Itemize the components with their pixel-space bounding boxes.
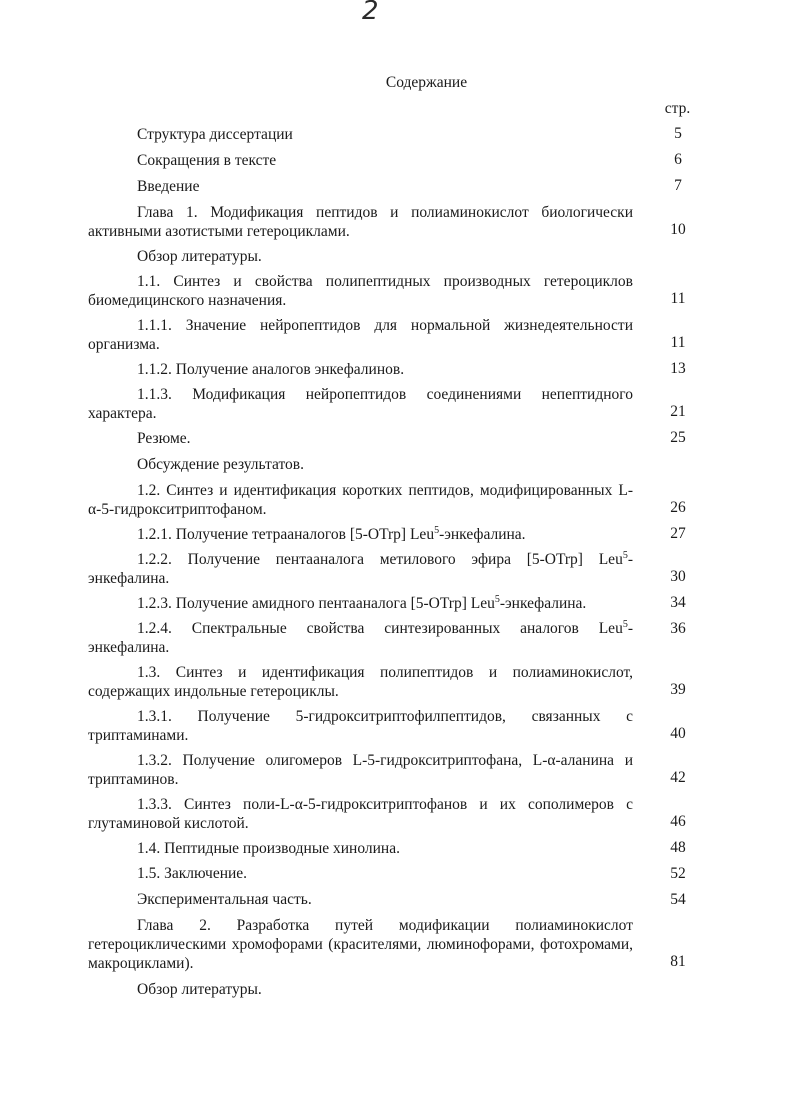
toc-entry-text: 1.1. Синтез и свойства полипептидных производных гетероциклов биомедицинского назначения. — [88, 273, 633, 309]
toc-entry — [88, 550, 633, 588]
toc-entry-text: 1.1.2. Получение аналогов энкефалинов. — [137, 361, 405, 378]
toc-entry-page: 27 — [670, 525, 686, 542]
toc-entry-page: 26 — [670, 499, 686, 516]
page-title: Содержание — [385, 74, 468, 91]
toc-entry — [88, 272, 633, 310]
toc-entry-page: 30 — [670, 568, 686, 585]
toc-entry-text: Резюме. — [137, 430, 191, 447]
toc-entry-text: 1.4. Пептидные производные хинолина. — [137, 840, 400, 857]
toc-entry-page: 42 — [670, 769, 686, 786]
toc-entry-page: 25 — [670, 429, 686, 446]
toc-entry-text: Сокращения в тексте — [137, 152, 277, 169]
toc-entry — [88, 316, 633, 354]
toc-entry-page: 46 — [670, 813, 686, 830]
toc-entry-page: 54 — [670, 891, 686, 908]
toc-entry-text: 1.3.3. Синтез поли-L-α-5-гидрокситриптофанов и их сополимеров с глутаминовой кислотой. — [88, 796, 633, 832]
toc-entry-text: 1.2.4. Спектральные свойства синтезированных аналогов Leu$^5$-энкефалина. — [88, 618, 633, 656]
toc-entry-text: Введение — [137, 178, 200, 195]
toc-entry — [137, 125, 637, 144]
toc-entry-text: 1.3. Синтез и идентификация полипептидов и полиаминокислот, содержащих индольные гетероциклы. — [88, 664, 633, 700]
toc-entry — [137, 864, 637, 883]
toc-entry-text: 1.2.1. Получение тетрааналогов [5-OTrp] Leu$^5$-энкефалина. — [137, 524, 526, 543]
toc-entry-text: 1.2.3. Получение амидного пентааналога [5-OTrp] Leu$^5$-энкефалина. — [137, 593, 587, 612]
toc-entry-text: Экспериментальная часть. — [137, 891, 312, 908]
toc-entry-text: Глава 1. Модификация пептидов и полиаминокислот биологически активными азотистыми гетероциклами. — [88, 204, 633, 240]
toc-entry-chapter-1 — [88, 203, 633, 241]
toc-entry-text: 1.3.1. Получение 5-гидрокситриптофилпептидов, связанных с триптаминами. — [88, 708, 633, 744]
toc-entry-page: 6 — [674, 151, 682, 168]
toc-entry-page: 5 — [674, 125, 682, 142]
toc-entry-text: 1.1.1. Значение нейропептидов для нормальной жизнедеятельности организма. — [88, 317, 633, 353]
toc-entry-text: 1.2.2. Получение пентааналога метилового эфира [5-OTrp] Leu$^5$-энкефалина. — [88, 549, 633, 587]
toc-entry-page: 11 — [670, 290, 686, 307]
toc-entry — [137, 839, 637, 858]
toc-entry-text: 1.5. Заключение. — [137, 865, 248, 882]
toc-entry-page: 11 — [670, 334, 686, 351]
toc-entry — [137, 360, 637, 379]
toc-entry — [137, 455, 637, 474]
toc-entry-page: 34 — [670, 594, 686, 611]
toc-entry — [137, 594, 637, 613]
toc-entry — [137, 525, 637, 544]
toc-entry — [137, 177, 637, 196]
toc-entry — [88, 795, 633, 833]
toc-entry-page: 40 — [670, 725, 686, 742]
toc-entry-page: 39 — [670, 681, 686, 698]
toc-entry — [137, 980, 637, 999]
toc-entry — [137, 890, 637, 909]
toc-entry — [88, 385, 633, 423]
toc-entry — [137, 429, 637, 448]
toc-entry — [137, 151, 637, 170]
toc-entry-text: Обзор литературы. — [137, 248, 262, 265]
toc-entry-page: 36 — [670, 620, 686, 637]
toc-entry — [88, 707, 633, 745]
toc-entry-text: Структура диссертации — [137, 126, 293, 143]
toc-entry-text: 1.1.3. Модификация нейропептидов соединениями непептидного характера. — [88, 386, 633, 422]
toc-entry — [88, 663, 633, 701]
toc-entry-text: 1.3.2. Получение олигомеров L-5-гидрокситриптофана, L-α-аланина и триптаминов. — [88, 752, 633, 788]
toc-entry-page: 10 — [670, 221, 686, 238]
toc-entry — [137, 247, 637, 266]
toc-entry-text: 1.2. Синтез и идентификация коротких пептидов, модифицированных L-α-5-гидрокситриптофаном. — [88, 482, 633, 518]
toc-entry — [88, 619, 633, 657]
toc-entry-page: 13 — [670, 360, 686, 377]
toc-entry-page: 52 — [670, 865, 686, 882]
toc-entry-text: Обзор литературы. — [137, 981, 262, 998]
handwritten-page-number: 2 — [362, 0, 380, 26]
toc-entry — [88, 481, 633, 519]
toc-entry-text: Обсуждение результатов. — [137, 456, 304, 473]
toc-entry-text: Глава 2. Разработка путей модификации полиаминокислот гетероциклическими хромофорами (красителями, люминофорами, фотохромами, макроциклами). — [88, 917, 633, 972]
toc-entry-page: 21 — [670, 403, 686, 420]
toc-entry-page: 48 — [670, 839, 686, 856]
toc-entry — [88, 751, 633, 789]
toc-entry-chapter-2 — [88, 916, 633, 973]
toc-entry-page: 7 — [674, 177, 682, 194]
toc-entry-page: 81 — [670, 953, 686, 970]
pages-column-header: стр. — [664, 100, 691, 117]
